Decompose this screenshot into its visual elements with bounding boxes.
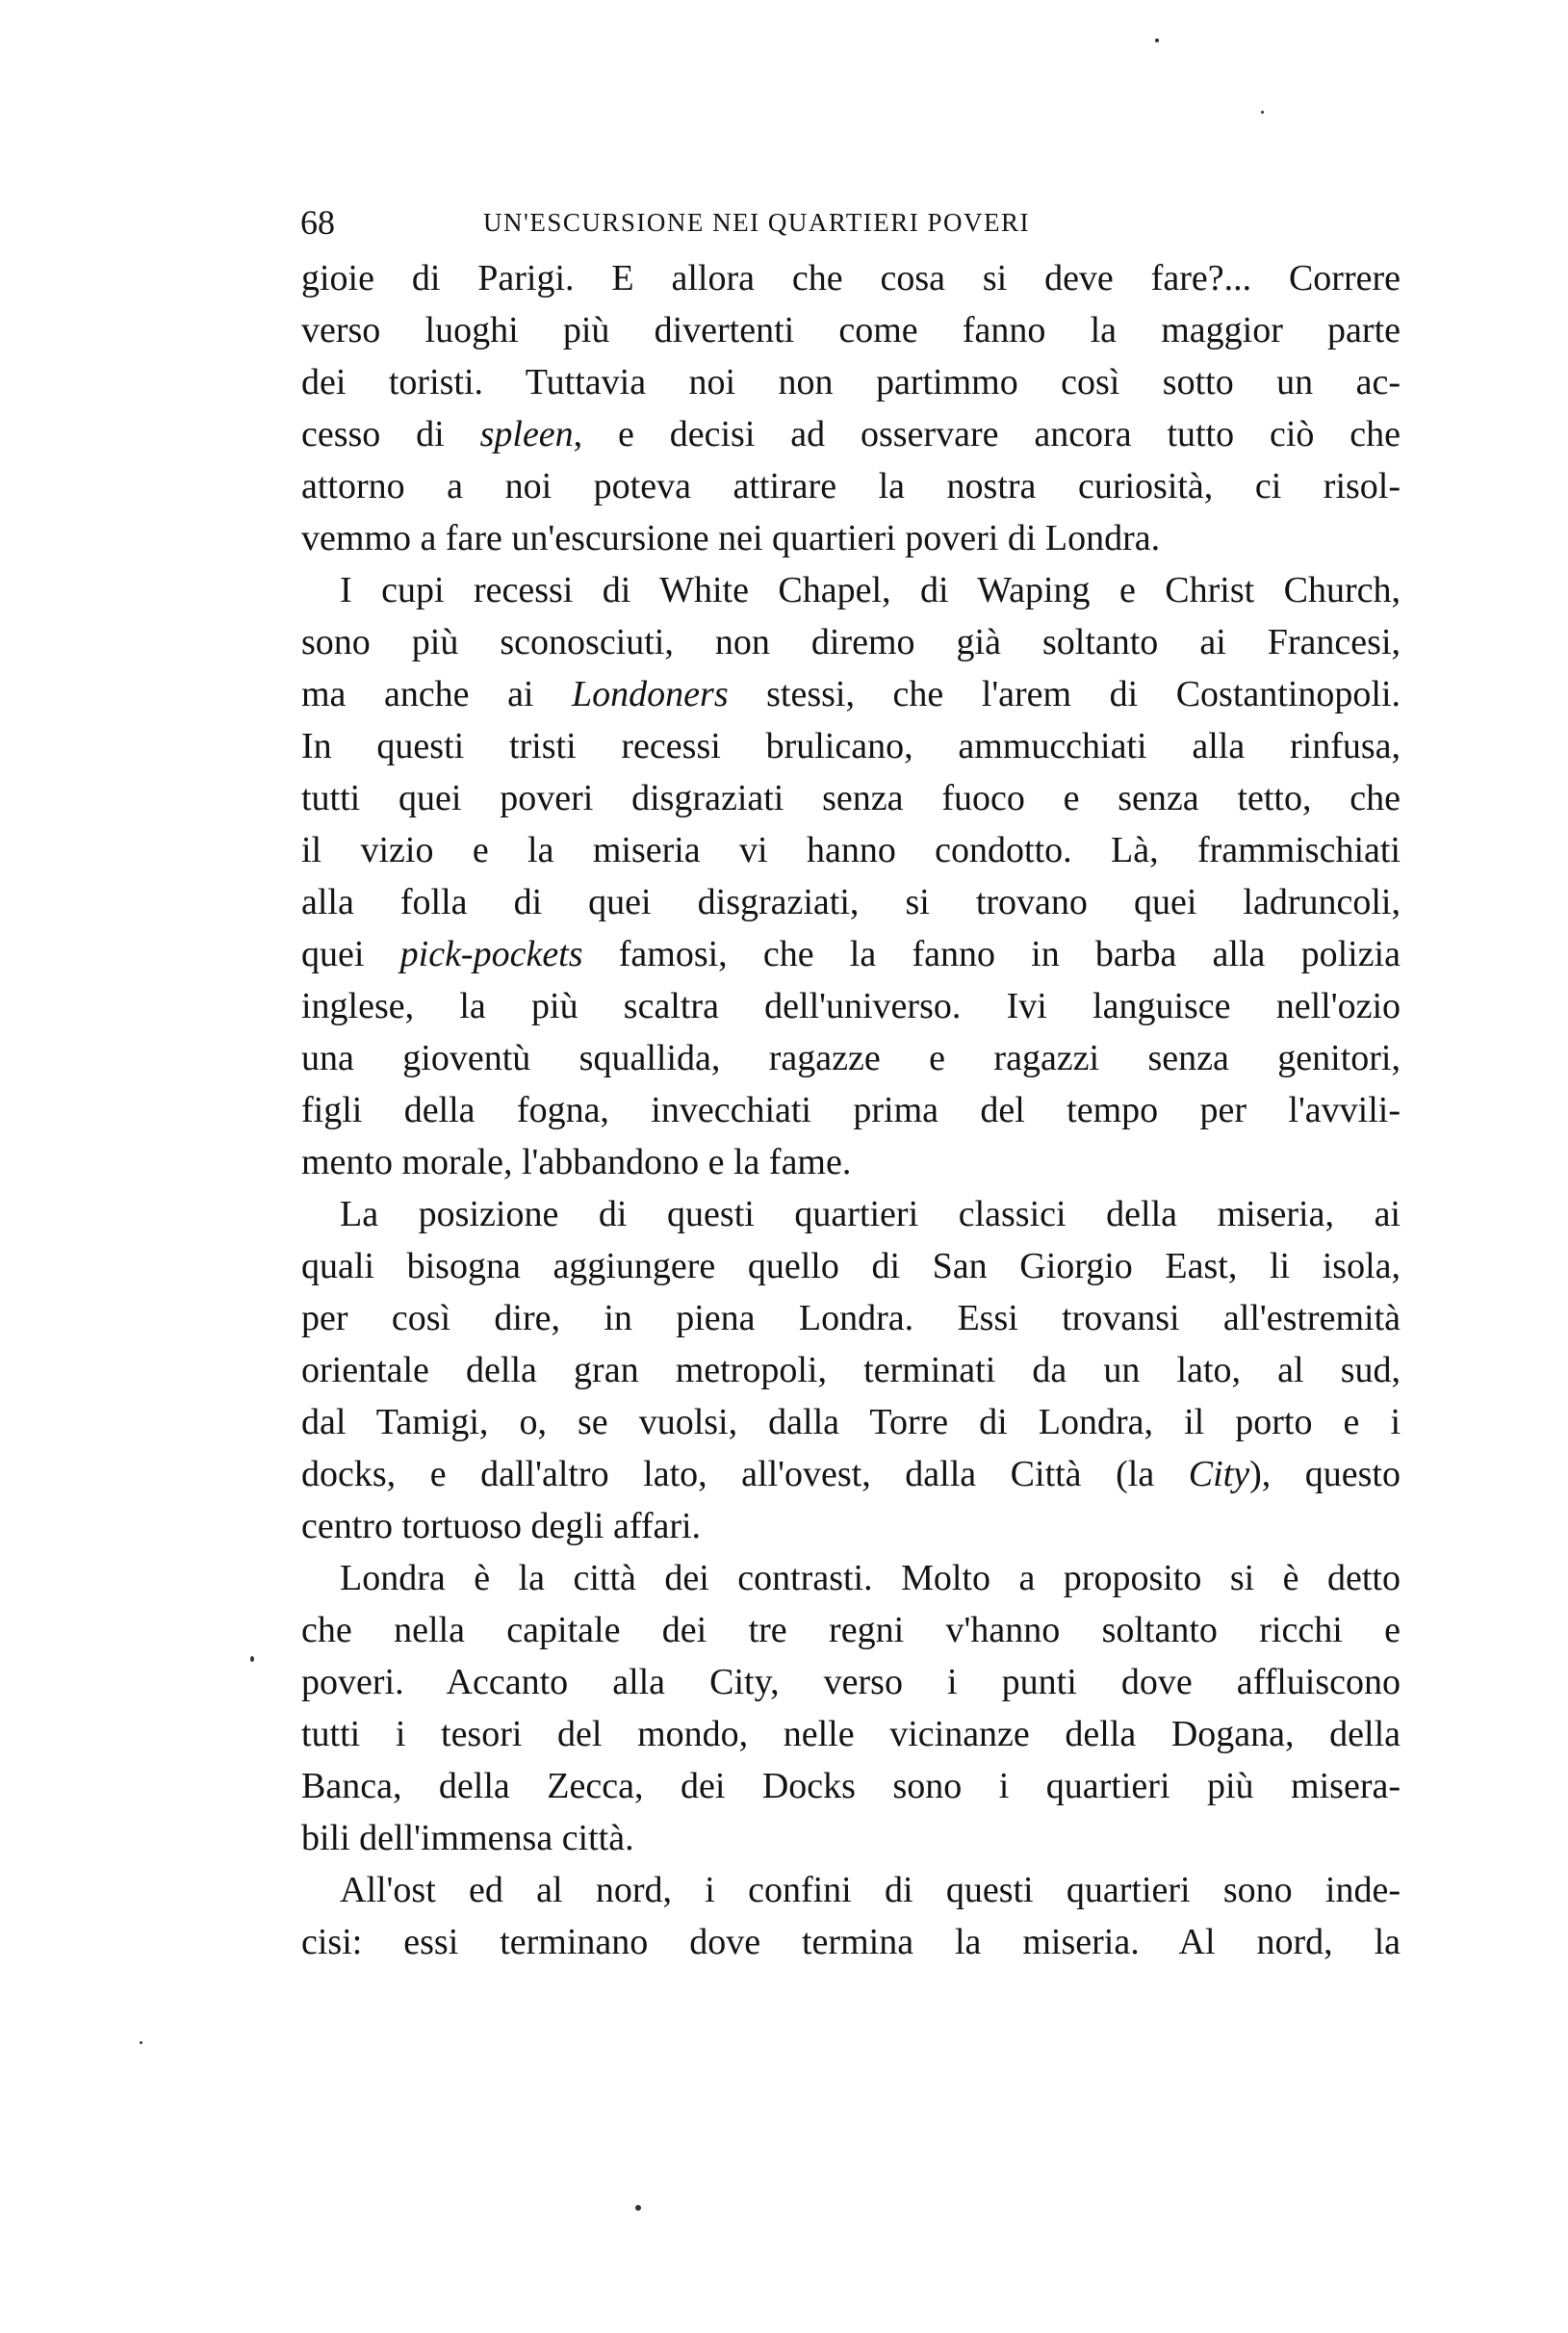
text-line — [301, 1136, 1401, 1188]
text-run: In questi tristi recessi brulicano, ammucchiati alla rinfusa, — [301, 726, 1401, 766]
text-line — [301, 1604, 1401, 1656]
text-line — [301, 876, 1401, 928]
paragraph — [301, 1188, 1401, 1552]
text-run: ma anche ai — [301, 674, 573, 714]
scan-speck — [1155, 39, 1159, 42]
text-run: All'ost ed al nord, i confini di questi quartieri sono inde- — [340, 1870, 1401, 1910]
text-run: vemmo a fare un'escursione nei quartieri poveri di Londra. — [301, 518, 1161, 558]
text-line — [301, 720, 1401, 772]
italic-text-run: City — [1188, 1454, 1250, 1494]
italic-text-run: Londoners — [572, 674, 729, 714]
scan-speck — [140, 2041, 142, 2044]
text-run: bili dell'immensa città. — [301, 1818, 634, 1858]
scan-speck — [635, 2205, 641, 2211]
text-run: verso luoghi più divertenti come fanno la maggior parte — [301, 310, 1401, 350]
running-title: UN'ESCURSIONE NEI QUARTIERI POVERI — [483, 208, 1030, 237]
text-run: una gioventù squallida, ragazze e ragazzi senza genitori, — [301, 1038, 1401, 1078]
text-run: tutti quei poveri disgraziati senza fuoco e senza tetto, che — [301, 778, 1401, 818]
text-line — [301, 1864, 1401, 1916]
text-line — [301, 824, 1401, 876]
text-line — [301, 512, 1401, 564]
text-line — [301, 1656, 1401, 1708]
text-run: ), questo — [1249, 1454, 1401, 1494]
text-run: il vizio e la miseria vi hanno condotto. Là, frammischiati — [301, 830, 1401, 870]
scan-speck — [250, 1656, 254, 1662]
page-number: 68 — [300, 203, 335, 242]
text-line — [301, 1084, 1401, 1136]
text-run: dei toristi. Tuttavia noi non partimmo così sotto un ac- — [301, 362, 1401, 402]
text-line — [301, 616, 1401, 668]
text-run: per così dire, in piena Londra. Essi trovansi all'estremità — [301, 1298, 1401, 1338]
text-line — [301, 304, 1401, 356]
text-run: I cupi recessi di White Chapel, di Waping e Christ Church, — [340, 570, 1401, 610]
italic-text-run: pick-pockets — [399, 934, 583, 974]
text-line — [301, 1760, 1401, 1812]
text-line — [301, 564, 1401, 616]
text-line — [301, 1916, 1401, 1968]
text-line — [301, 1188, 1401, 1240]
paragraph — [301, 1864, 1401, 1968]
text-run: poveri. Accanto alla City, verso i punti dove affluiscono — [301, 1662, 1401, 1702]
text-run: centro tortuoso degli affari. — [301, 1506, 702, 1546]
text-run: famosi, che la fanno in barba alla polizia — [582, 934, 1401, 974]
text-run: gioie di Parigi. E allora che cosa si deve fare?... Correre — [301, 258, 1401, 298]
text-run: tutti i tesori del mondo, nelle vicinanze della Dogana, della — [301, 1714, 1401, 1754]
text-line — [301, 408, 1401, 460]
italic-text-run: spleen — [479, 414, 574, 454]
text-line — [301, 772, 1401, 824]
paragraph — [301, 1552, 1401, 1864]
text-line — [301, 1812, 1401, 1864]
text-run: quei — [301, 934, 400, 974]
text-run: , e decisi ad osservare ancora tutto ciò che — [573, 414, 1401, 454]
text-run: Banca, della Zecca, dei Docks sono i quartieri più misera- — [301, 1766, 1401, 1806]
text-line — [301, 252, 1401, 304]
text-line — [301, 1396, 1401, 1448]
text-line — [301, 460, 1401, 512]
text-run: cesso di — [301, 414, 480, 454]
text-run: orientale della gran metropoli, terminati da un lato, al sud, — [301, 1350, 1401, 1390]
text-line — [301, 1292, 1401, 1344]
text-run: stessi, che l'arem di Costantinopoli. — [728, 674, 1401, 714]
paragraph — [301, 564, 1401, 1188]
body-text — [301, 252, 1401, 1968]
text-line — [301, 1344, 1401, 1396]
text-line — [301, 980, 1401, 1032]
text-run: dal Tamigi, o, se vuolsi, dalla Torre di Londra, il porto e i — [301, 1402, 1401, 1442]
text-run: cisi: essi terminano dove termina la miseria. Al nord, la — [301, 1922, 1401, 1962]
text-line — [301, 1500, 1401, 1552]
text-run: sono più sconosciuti, non diremo già soltanto ai Francesi, — [301, 622, 1401, 662]
text-line — [301, 1552, 1401, 1604]
text-line — [301, 1448, 1401, 1500]
text-run: che nella capitale dei tre regni v'hanno soltanto ricchi e — [301, 1610, 1401, 1650]
text-run: docks, e dall'altro lato, all'ovest, dalla Città (la — [301, 1454, 1189, 1494]
text-run: alla folla di quei disgraziati, si trovano quei ladruncoli, — [301, 882, 1401, 922]
text-run: La posizione di questi quartieri classici della miseria, ai — [340, 1194, 1401, 1234]
paragraph — [301, 252, 1401, 564]
text-line — [301, 928, 1401, 980]
text-line — [301, 668, 1401, 720]
text-run: mento morale, l'abbandono e la fame. — [301, 1142, 852, 1182]
text-run: quali bisogna aggiungere quello di San Giorgio East, li isola, — [301, 1246, 1401, 1286]
text-line — [301, 1240, 1401, 1292]
text-run: Londra è la città dei contrasti. Molto a proposito si è detto — [340, 1558, 1401, 1598]
text-run: attorno a noi poteva attirare la nostra curiosità, ci risol- — [301, 466, 1401, 506]
text-run: figli della fogna, invecchiati prima del tempo per l'avvili- — [301, 1090, 1401, 1130]
text-line — [301, 1032, 1401, 1084]
text-run: inglese, la più scaltra dell'universo. Ivi languisce nell'ozio — [301, 986, 1401, 1026]
text-line — [301, 356, 1401, 408]
scan-speck — [1261, 111, 1264, 114]
page-header — [300, 202, 1398, 245]
text-line — [301, 1708, 1401, 1760]
